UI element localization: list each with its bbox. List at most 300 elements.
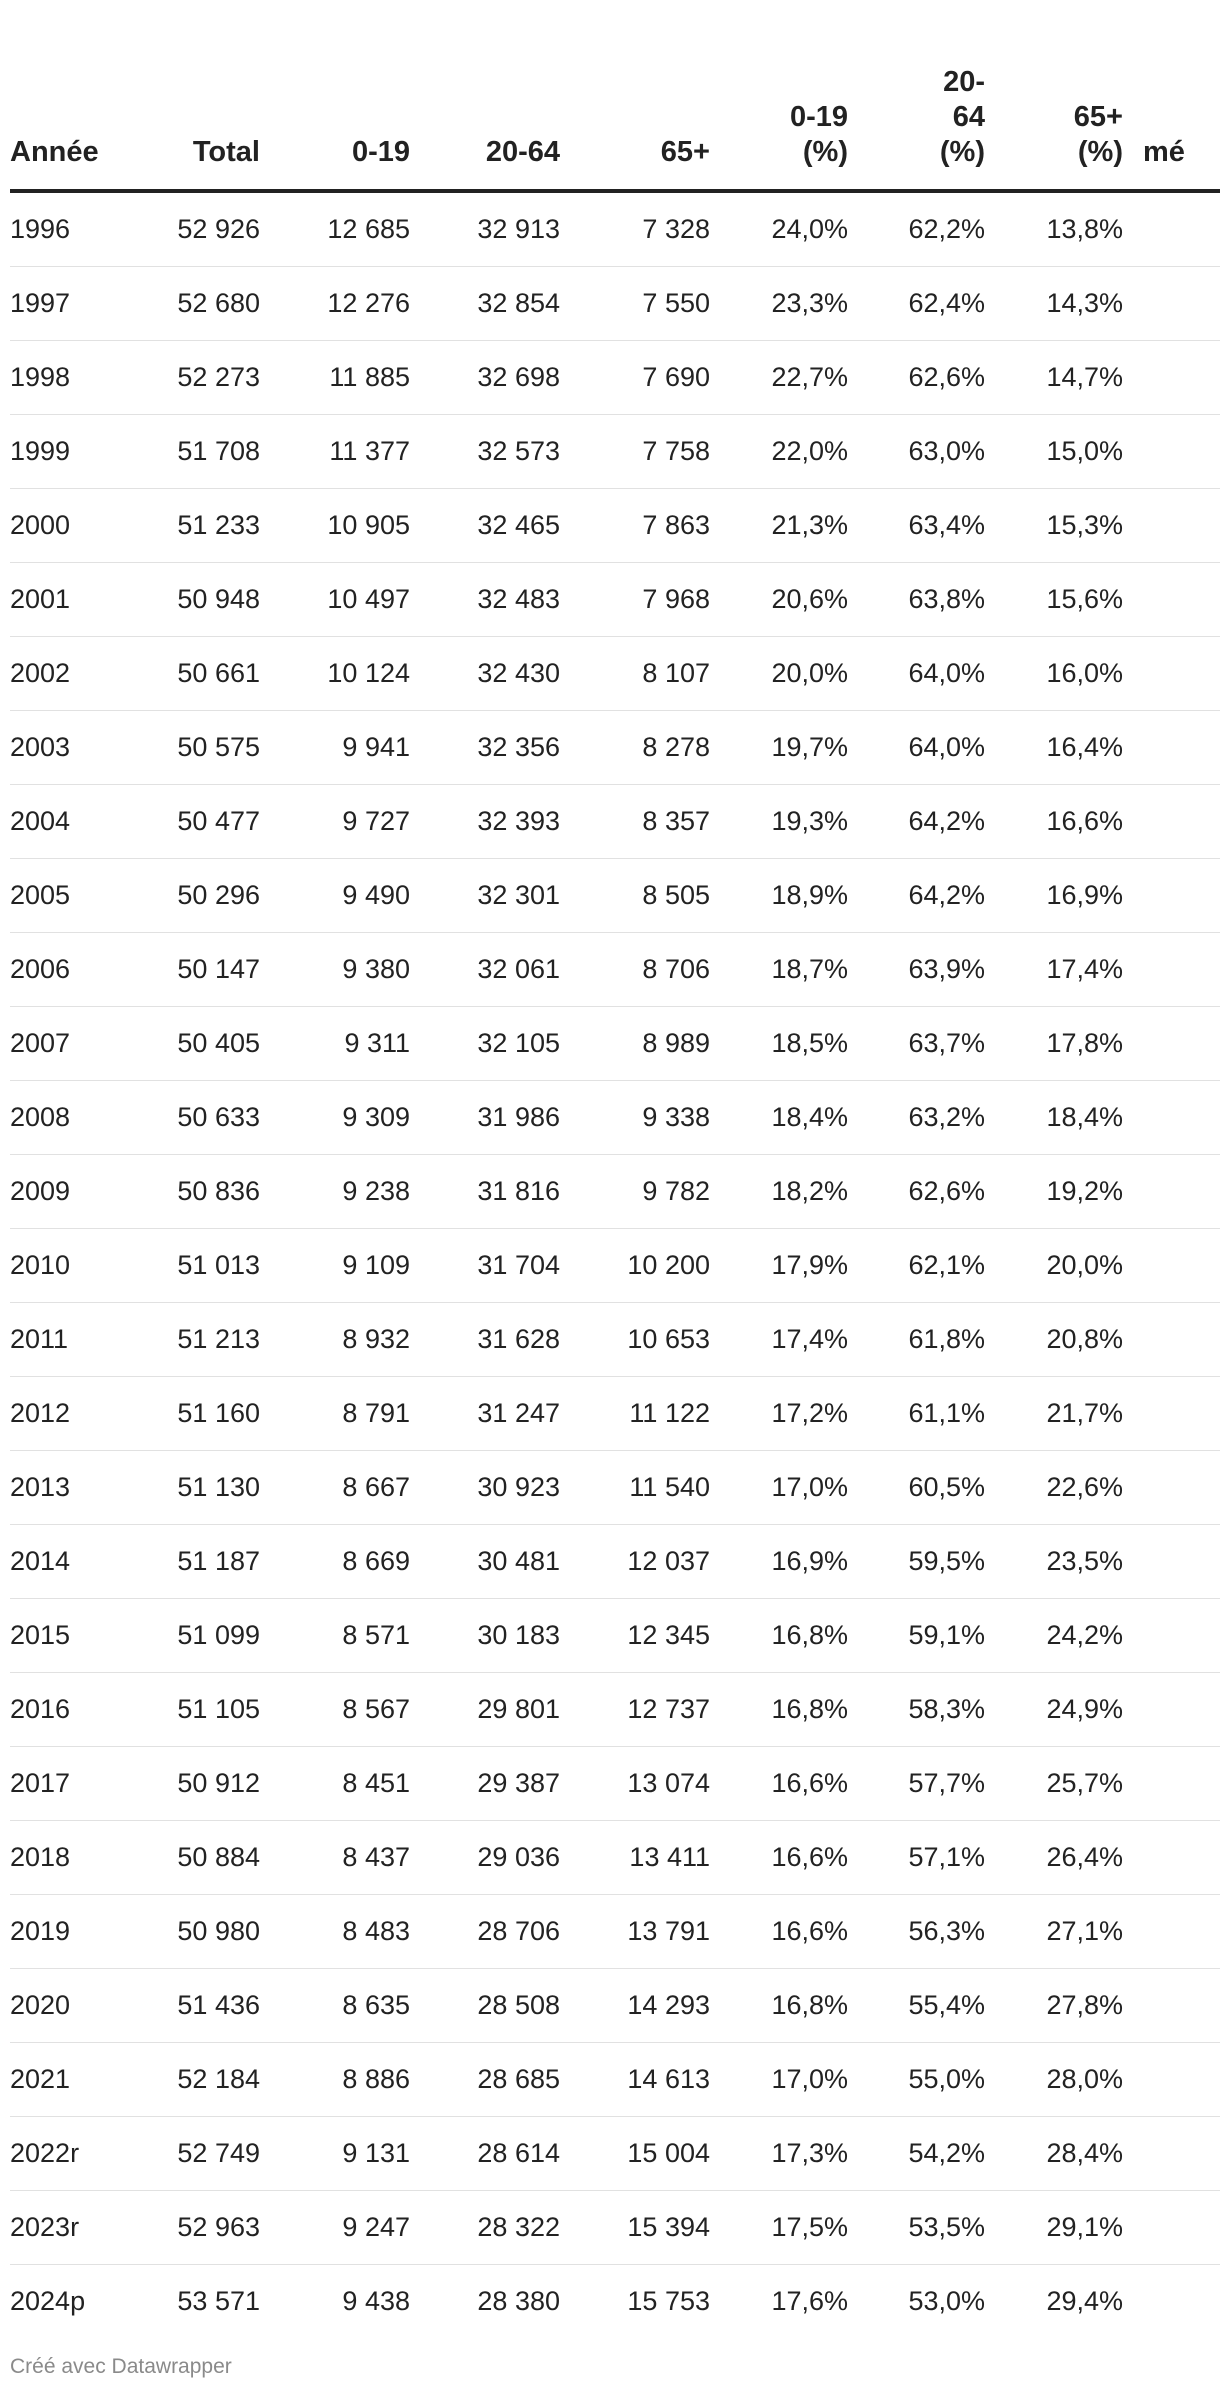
value-cell: 30 923	[410, 1451, 560, 1525]
value-cell: 18,7%	[710, 933, 848, 1007]
extra-cell	[1123, 2191, 1220, 2265]
value-cell: 32 061	[410, 933, 560, 1007]
value-cell: 9 490	[260, 859, 410, 933]
table-row	[10, 1303, 1220, 1377]
column-header-5	[710, 0, 848, 191]
value-cell: 25,7%	[985, 1747, 1123, 1821]
value-cell: 22,6%	[985, 1451, 1123, 1525]
value-cell: 58,3%	[848, 1673, 985, 1747]
value-cell: 53,0%	[908, 2286, 985, 2316]
value-cell: 20,0%	[985, 1229, 1123, 1303]
table-row	[10, 1525, 1220, 1599]
value-cell: 52 749	[135, 2117, 260, 2191]
value-cell: 52 184	[135, 2043, 260, 2117]
extra-cell	[1123, 1007, 1220, 1081]
value-cell: 57,1%	[848, 1821, 985, 1895]
year-cell: 2000	[10, 489, 135, 563]
extra-cell	[1123, 415, 1220, 489]
value-cell: 17,4%	[985, 933, 1123, 1007]
value-cell: 8 571	[260, 1599, 410, 1673]
column-header-line: 0-19	[789, 101, 848, 133]
value-cell: 10 124	[260, 637, 410, 711]
value-cell: 11 540	[560, 1451, 710, 1525]
extra-cell	[1123, 2117, 1220, 2191]
column-header-7	[985, 0, 1123, 191]
value-cell: 8 107	[560, 637, 710, 711]
year-cell: 2022r	[10, 2117, 135, 2191]
value-cell: 32 393	[410, 785, 560, 859]
value-cell: 17,4%	[710, 1303, 848, 1377]
value-cell: 16,6%	[985, 785, 1123, 859]
year-cell: 2006	[10, 933, 135, 1007]
value-cell: 50 661	[135, 637, 260, 711]
year-cell: 2012	[10, 1377, 135, 1451]
table-row	[10, 1007, 1220, 1081]
value-cell: 8 667	[260, 1451, 410, 1525]
column-header-8	[1123, 0, 1220, 191]
year-cell: 2008	[10, 1081, 135, 1155]
column-header-4	[560, 0, 710, 191]
year-cell: 2019	[10, 1895, 135, 1969]
extra-cell	[1123, 1599, 1220, 1673]
value-cell: 50 912	[135, 1747, 260, 1821]
value-cell: 9 338	[560, 1081, 710, 1155]
extra-cell	[1123, 859, 1220, 933]
table-row	[10, 1451, 1220, 1525]
value-cell: 8 791	[260, 1377, 410, 1451]
value-cell: 8 505	[560, 859, 710, 933]
value-cell: 9 109	[260, 1229, 410, 1303]
year-cell: 2009	[10, 1155, 135, 1229]
value-cell: 29,4%	[1046, 2286, 1123, 2316]
value-cell: 29 036	[410, 1821, 560, 1895]
value-cell: 63,4%	[848, 489, 985, 563]
value-cell: 17,0%	[710, 2043, 848, 2117]
value-cell: 61,1%	[848, 1377, 985, 1451]
value-cell: 51 013	[135, 1229, 260, 1303]
column-header-line: 65+	[660, 136, 710, 168]
column-header-0	[10, 0, 135, 191]
year-cell: 2014	[10, 1525, 135, 1599]
value-cell: 12 737	[560, 1673, 710, 1747]
value-cell: 28,0%	[985, 2043, 1123, 2117]
value-cell: 9 238	[260, 1155, 410, 1229]
table-row	[10, 563, 1220, 637]
value-cell: 56,3%	[848, 1895, 985, 1969]
extra-cell	[1123, 1969, 1220, 2043]
value-cell: 7 863	[560, 489, 710, 563]
value-cell: 23,3%	[710, 267, 848, 341]
table-row	[10, 2191, 1220, 2265]
value-cell: 50 633	[135, 1081, 260, 1155]
value-cell: 15 004	[560, 2117, 710, 2191]
value-cell: 12 685	[260, 191, 410, 267]
value-cell: 21,7%	[985, 1377, 1123, 1451]
value-cell: 62,4%	[848, 267, 985, 341]
value-cell: 8 278	[560, 711, 710, 785]
table-row	[10, 1821, 1220, 1895]
value-cell: 51 213	[135, 1303, 260, 1377]
value-cell: 16,0%	[985, 637, 1123, 711]
value-cell: 53 571	[177, 2286, 260, 2316]
year-cell: 2002	[10, 637, 135, 711]
table-row	[10, 1377, 1220, 1451]
table-row	[10, 711, 1220, 785]
value-cell: 31 816	[410, 1155, 560, 1229]
data-table-container	[10, 0, 1220, 2338]
header-row	[10, 0, 1220, 191]
value-cell: 59,5%	[848, 1525, 985, 1599]
year-cell: 1996	[10, 191, 135, 267]
value-cell: 20,0%	[710, 637, 848, 711]
column-header-line: Total	[192, 136, 260, 168]
extra-cell	[1123, 1303, 1220, 1377]
value-cell: 30 481	[410, 1525, 560, 1599]
table-row	[10, 341, 1220, 415]
year-cell: 1997	[10, 267, 135, 341]
extra-cell	[1123, 2265, 1220, 2339]
value-cell: 18,4%	[985, 1081, 1123, 1155]
table-row	[10, 933, 1220, 1007]
value-cell: 15 753	[627, 2286, 710, 2316]
value-cell: 16,8%	[710, 1673, 848, 1747]
value-cell: 32 105	[410, 1007, 560, 1081]
extra-cell	[1123, 341, 1220, 415]
value-cell: 63,0%	[848, 415, 985, 489]
table-row	[10, 1155, 1220, 1229]
value-cell: 32 854	[410, 267, 560, 341]
value-cell: 8 989	[560, 1007, 710, 1081]
table-body	[10, 191, 1220, 2338]
extra-cell	[1123, 1895, 1220, 1969]
value-cell: 17,2%	[710, 1377, 848, 1451]
value-cell: 10 200	[560, 1229, 710, 1303]
extra-cell	[1123, 711, 1220, 785]
year-cell: 2007	[10, 1007, 135, 1081]
column-header-3	[410, 0, 560, 191]
value-cell: 50 147	[135, 933, 260, 1007]
value-cell: 24,2%	[985, 1599, 1123, 1673]
value-cell: 17,9%	[710, 1229, 848, 1303]
value-cell: 51 130	[135, 1451, 260, 1525]
value-cell: 32 913	[410, 191, 560, 267]
value-cell: 63,8%	[848, 563, 985, 637]
value-cell: 51 708	[135, 415, 260, 489]
year-cell: 2005	[10, 859, 135, 933]
extra-cell	[1123, 637, 1220, 711]
value-cell: 50 575	[135, 711, 260, 785]
value-cell: 12 037	[560, 1525, 710, 1599]
value-cell: 50 405	[135, 1007, 260, 1081]
value-cell: 9 727	[260, 785, 410, 859]
column-header-line: (%)	[802, 136, 848, 168]
value-cell: 15,3%	[985, 489, 1123, 563]
value-cell: 28 706	[410, 1895, 560, 1969]
table-row	[10, 1895, 1220, 1969]
value-cell: 31 704	[410, 1229, 560, 1303]
value-cell: 12 276	[260, 267, 410, 341]
value-cell: 52 963	[135, 2191, 260, 2265]
table-row	[10, 191, 1220, 267]
value-cell: 55,0%	[848, 2043, 985, 2117]
table-row	[10, 1081, 1220, 1155]
value-cell: 51 436	[135, 1969, 260, 2043]
table-row	[10, 1599, 1220, 1673]
value-cell: 64,2%	[848, 785, 985, 859]
value-cell: 52 926	[135, 191, 260, 267]
population-table	[10, 0, 1220, 2338]
value-cell: 20,8%	[985, 1303, 1123, 1377]
table-row	[10, 489, 1220, 563]
value-cell: 14 293	[560, 1969, 710, 2043]
value-cell: 30 183	[410, 1599, 560, 1673]
value-cell: 16,8%	[710, 1969, 848, 2043]
extra-cell	[1123, 1229, 1220, 1303]
column-header-line: (%)	[939, 136, 985, 168]
value-cell: 28 508	[410, 1969, 560, 2043]
value-cell: 28 614	[410, 2117, 560, 2191]
value-cell: 21,3%	[710, 489, 848, 563]
table-row	[10, 1747, 1220, 1821]
value-cell: 8 669	[260, 1525, 410, 1599]
value-cell: 63,7%	[848, 1007, 985, 1081]
value-cell: 10 497	[260, 563, 410, 637]
value-cell: 9 380	[260, 933, 410, 1007]
value-cell: 28,4%	[985, 2117, 1123, 2191]
table-header	[10, 0, 1220, 191]
value-cell: 24,9%	[985, 1673, 1123, 1747]
value-cell: 50 948	[135, 563, 260, 637]
value-cell: 8 932	[260, 1303, 410, 1377]
value-cell: 64,0%	[848, 637, 985, 711]
column-header-line: 65+	[1073, 101, 1123, 133]
value-cell: 9 941	[260, 711, 410, 785]
value-cell: 7 968	[560, 563, 710, 637]
value-cell: 32 483	[410, 563, 560, 637]
value-cell: 62,6%	[848, 341, 985, 415]
value-cell: 7 550	[560, 267, 710, 341]
value-cell: 8 437	[260, 1821, 410, 1895]
table-row	[10, 2043, 1220, 2117]
table-row	[10, 2117, 1220, 2191]
table-row	[10, 637, 1220, 711]
value-cell: 11 377	[260, 415, 410, 489]
value-cell: 62,1%	[848, 1229, 985, 1303]
value-cell: 60,5%	[848, 1451, 985, 1525]
extra-cell	[1123, 1673, 1220, 1747]
column-header-line: 0-19	[351, 136, 410, 168]
value-cell: 11 122	[560, 1377, 710, 1451]
value-cell: 51 187	[135, 1525, 260, 1599]
value-cell: 32 465	[410, 489, 560, 563]
value-cell: 18,2%	[710, 1155, 848, 1229]
year-cell: 2011	[10, 1303, 135, 1377]
value-cell: 61,8%	[848, 1303, 985, 1377]
value-cell: 50 980	[135, 1895, 260, 1969]
value-cell: 31 986	[410, 1081, 560, 1155]
value-cell: 7 758	[560, 415, 710, 489]
extra-cell	[1123, 489, 1220, 563]
value-cell: 22,0%	[710, 415, 848, 489]
value-cell: 32 356	[410, 711, 560, 785]
extra-cell	[1123, 1155, 1220, 1229]
value-cell: 13 411	[560, 1821, 710, 1895]
extra-cell	[1123, 2043, 1220, 2117]
value-cell: 17,8%	[985, 1007, 1123, 1081]
value-cell: 16,6%	[710, 1821, 848, 1895]
value-cell: 13,8%	[985, 191, 1123, 267]
year-cell: 2001	[10, 563, 135, 637]
value-cell: 8 635	[260, 1969, 410, 2043]
value-cell: 55,4%	[848, 1969, 985, 2043]
column-header-line: mé	[1143, 136, 1185, 168]
value-cell: 9 247	[260, 2191, 410, 2265]
extra-cell	[1123, 785, 1220, 859]
year-cell: 1998	[10, 341, 135, 415]
table-row	[10, 1969, 1220, 2043]
column-header-6	[848, 0, 985, 191]
value-cell: 28 380	[477, 2286, 560, 2316]
value-cell: 9 131	[260, 2117, 410, 2191]
value-cell: 50 477	[135, 785, 260, 859]
year-cell: 1999	[10, 415, 135, 489]
value-cell: 12 345	[560, 1599, 710, 1673]
year-cell: 2018	[10, 1821, 135, 1895]
extra-cell	[1123, 1081, 1220, 1155]
value-cell: 14,3%	[985, 267, 1123, 341]
value-cell: 8 483	[260, 1895, 410, 1969]
year-cell: 2021	[10, 2043, 135, 2117]
table-row	[10, 267, 1220, 341]
year-cell: 2024p	[10, 2286, 86, 2316]
value-cell: 17,3%	[710, 2117, 848, 2191]
value-cell: 54,2%	[848, 2117, 985, 2191]
value-cell: 64,0%	[848, 711, 985, 785]
year-cell: 2010	[10, 1229, 135, 1303]
value-cell: 51 160	[135, 1377, 260, 1451]
value-cell: 57,7%	[848, 1747, 985, 1821]
extra-cell	[1123, 563, 1220, 637]
value-cell: 28 322	[410, 2191, 560, 2265]
column-header-line: 20-64	[485, 136, 560, 168]
value-cell: 8 567	[260, 1673, 410, 1747]
table-row	[10, 785, 1220, 859]
year-cell: 2017	[10, 1747, 135, 1821]
value-cell: 31 628	[410, 1303, 560, 1377]
value-cell: 52 680	[135, 267, 260, 341]
footer-credit: Créé avec Datawrapper	[10, 2355, 232, 2378]
value-cell: 27,8%	[985, 1969, 1123, 2043]
table-row	[10, 1673, 1220, 1747]
value-cell: 10 653	[560, 1303, 710, 1377]
value-cell: 14,7%	[985, 341, 1123, 415]
value-cell: 29 387	[410, 1747, 560, 1821]
value-cell: 8 886	[260, 2043, 410, 2117]
value-cell: 9 438	[342, 2286, 410, 2316]
value-cell: 32 430	[410, 637, 560, 711]
value-cell: 59,1%	[848, 1599, 985, 1673]
value-cell: 23,5%	[985, 1525, 1123, 1599]
value-cell: 62,6%	[848, 1155, 985, 1229]
value-cell: 16,9%	[710, 1525, 848, 1599]
value-cell: 7 690	[560, 341, 710, 415]
extra-cell	[1123, 1821, 1220, 1895]
value-cell: 62,2%	[848, 191, 985, 267]
value-cell: 17,0%	[710, 1451, 848, 1525]
value-cell: 19,3%	[710, 785, 848, 859]
column-header-2	[260, 0, 410, 191]
value-cell: 64,2%	[848, 859, 985, 933]
value-cell: 52 273	[135, 341, 260, 415]
extra-cell	[1123, 1747, 1220, 1821]
column-header-line: 64	[952, 101, 985, 133]
column-header-1	[135, 0, 260, 191]
value-cell: 16,8%	[710, 1599, 848, 1673]
value-cell: 19,2%	[985, 1155, 1123, 1229]
year-cell: 2020	[10, 1969, 135, 2043]
value-cell: 63,9%	[848, 933, 985, 1007]
year-cell: 2016	[10, 1673, 135, 1747]
value-cell: 32 573	[410, 415, 560, 489]
value-cell: 9 782	[560, 1155, 710, 1229]
value-cell: 15,0%	[985, 415, 1123, 489]
value-cell: 9 311	[260, 1007, 410, 1081]
extra-cell	[1123, 191, 1220, 267]
value-cell: 50 884	[135, 1821, 260, 1895]
table-row	[10, 1229, 1220, 1303]
value-cell: 29 801	[410, 1673, 560, 1747]
value-cell: 13 791	[560, 1895, 710, 1969]
table-row	[10, 415, 1220, 489]
value-cell: 28 685	[410, 2043, 560, 2117]
value-cell: 18,4%	[710, 1081, 848, 1155]
value-cell: 10 905	[260, 489, 410, 563]
year-cell: 2013	[10, 1451, 135, 1525]
value-cell: 20,6%	[710, 563, 848, 637]
value-cell: 16,6%	[710, 1895, 848, 1969]
value-cell: 15,6%	[985, 563, 1123, 637]
extra-cell	[1123, 267, 1220, 341]
value-cell: 13 074	[560, 1747, 710, 1821]
extra-cell	[1123, 1525, 1220, 1599]
year-cell: 2003	[10, 711, 135, 785]
value-cell: 50 296	[135, 859, 260, 933]
column-header-line: Année	[10, 136, 99, 168]
value-cell: 19,7%	[710, 711, 848, 785]
extra-cell	[1123, 933, 1220, 1007]
year-cell: 2023r	[10, 2191, 135, 2265]
year-cell: 2015	[10, 1599, 135, 1673]
value-cell: 16,9%	[985, 859, 1123, 933]
value-cell: 32 301	[410, 859, 560, 933]
value-cell: 63,2%	[848, 1081, 985, 1155]
value-cell: 16,6%	[710, 1747, 848, 1821]
value-cell: 51 099	[135, 1599, 260, 1673]
value-cell: 51 105	[135, 1673, 260, 1747]
value-cell: 8 706	[560, 933, 710, 1007]
value-cell: 53,5%	[848, 2191, 985, 2265]
value-cell: 15 394	[560, 2191, 710, 2265]
table-row	[10, 2265, 1220, 2339]
column-header-line: 20-	[943, 66, 985, 98]
value-cell: 9 309	[260, 1081, 410, 1155]
value-cell: 17,6%	[771, 2286, 848, 2316]
value-cell: 26,4%	[985, 1821, 1123, 1895]
year-cell: 2004	[10, 785, 135, 859]
extra-cell	[1123, 1451, 1220, 1525]
value-cell: 51 233	[135, 489, 260, 563]
column-header-line: (%)	[1077, 136, 1123, 168]
